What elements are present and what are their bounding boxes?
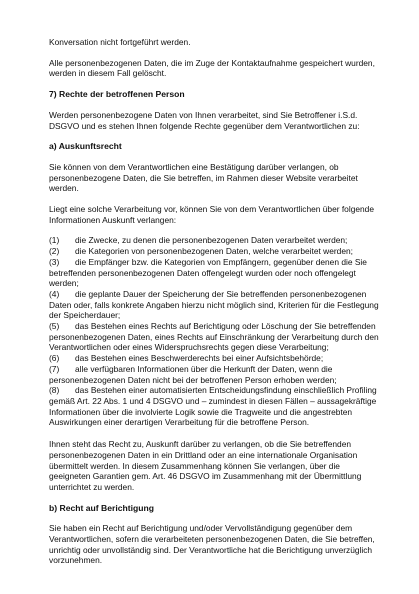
list-item-text: das Bestehen eines Rechts auf Berichtigung oder Löschung der Sie betreffenden personenbezogenen Daten, eines Rechts auf Einschränkung der Verarbeitung durch den Verantwortlichen oder eines Widerspruchsrechts gegen diese Verarbeitung; [49,321,379,353]
list-item [49,246,379,257]
section-a-heading: a) Auskunftsrecht [49,141,122,152]
list-item-number: (1) [49,235,60,246]
intro-paragraph-1: Konversation nicht fortgeführt werden. [49,37,191,47]
list-item-number: (8) [49,385,60,396]
list-item-text: die Zwecke, zu denen die personenbezogenen Daten verarbeitet werden; [75,235,348,246]
list-item-number: (7) [49,363,60,374]
list-item-text: die Empfänger bzw. die Kategorien von Empfängern, gegenüber denen die Sie betreffenden personenbezogenen Daten offengelegt wurden oder noch offengelegt werden; [49,256,367,289]
section-7-heading: 7) Rechte der betroffenen Person [49,89,185,100]
section-a-paragraph-1: Sie können von dem Verantwortlichen eine Bestätigung darüber verlangen, ob personenbezogene Daten, die Sie betreffen, im Rahmen dieser Website verarbeitet werden. [49,161,358,194]
list-item-text: das Bestehen einer automatisierten Entscheidungsfindung einschließlich Profiling gemäß Art. 22 Abs. 1 und 4 DSGVO und – zumindest in diesen Fällen – aussagekräftige Informationen über die involvierte Logik sowie die Tragweite und die angestrebten Auswirkungen einer derartigen Verarbeitung für die betroffene Person. [49,385,377,428]
list-item-number: (5) [49,321,60,332]
intro-paragraph-2: Alle personenbezogenen Daten, die im Zuge der Kontaktaufnahme gespeichert wurden, werden in diesem Fall gelöscht. [49,57,375,79]
list-item-text: die geplante Dauer der Speicherung der Sie betreffenden personenbezogenen Daten oder, falls konkrete Angaben hierzu nicht möglich sind, Kriterien für die Festlegung der Speicherdauer; [49,288,379,321]
list-item [49,289,379,321]
information-list [49,235,379,428]
list-item-text: die Kategorien von personenbezogenen Daten, welche verarbeitet werden; [75,246,353,257]
list-item-text: alle verfügbaren Informationen über die Herkunft der Daten, wenn die personenbezogenen Daten nicht bei der betroffenen Person erhoben werden; [49,363,337,385]
list-item [49,235,379,246]
list-item [49,385,379,428]
list-item-number: (6) [49,353,60,364]
list-item [49,257,379,289]
section-b-paragraph-1: Sie haben ein Recht auf Berichtigung und/oder Vervollständigung gegenüber dem Verantwortlichen, sofern die verarbeiteten personenbezogenen Daten, die Sie betreffen, unrichtig oder unvollständig sind. Der Verantwortliche hat die Berichtigung unverzüglich vorzunehmen. [49,523,375,566]
document-page [49,37,379,576]
list-item [49,353,379,364]
list-item-number: (3) [49,256,60,267]
list-item [49,321,379,353]
list-item-number: (2) [49,246,60,257]
section-a-paragraph-3: Ihnen steht das Recht zu, Auskunft darüber zu verlangen, ob die Sie betreffenden personenbezogenen Daten in ein Drittland oder an eine internationale Organisation übermittelt werden. In diesem Zusammenhang können Sie verlangen, über die geeigneten Garantien gem. Art. 46 DSGVO im Zusammenhang mit der Übermittlung unterrichtet zu werden. [49,439,362,492]
list-item-text: das Bestehen eines Beschwerderechts bei einer Aufsichtsbehörde; [75,353,324,364]
section-a-paragraph-2: Liegt eine solche Verarbeitung vor, können Sie von dem Verantwortlichen über folgende Informationen Auskunft verlangen: [49,204,374,225]
list-item [49,364,379,385]
section-b-heading: b) Recht auf Berichtigung [49,502,155,513]
list-item-number: (4) [49,288,60,299]
section-7-intro: Werden personenbezogene Daten von Ihnen verarbeitet, sind Sie Betroffener i.S.d. DSGVO und es stehen Ihnen folgende Rechte gegenüber dem Verantwortlichen zu: [49,109,360,131]
